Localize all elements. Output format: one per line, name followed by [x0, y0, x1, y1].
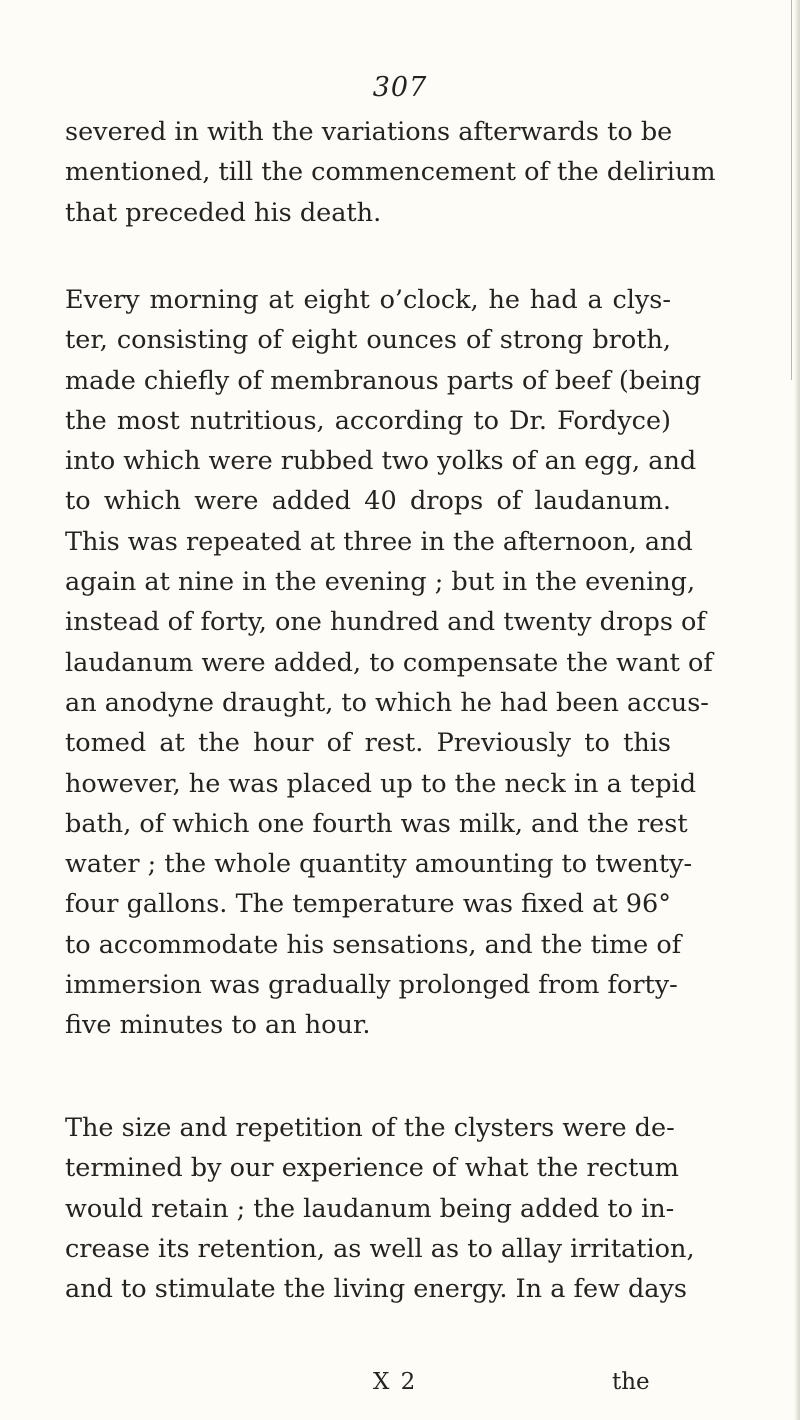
text-line: crease its retention, as well as to allay irritation, [65, 1233, 695, 1264]
text-line: The size and repetition of the clysters were de- [65, 1113, 675, 1143]
paragraph-3 [65, 1108, 695, 1309]
text-line: again at nine in the evening ; but in the evening, [65, 567, 696, 598]
text-line: laudanum were added, to compensate the want of [65, 647, 713, 678]
catchword: the [612, 1369, 650, 1395]
paragraph-1 [65, 112, 716, 233]
page-edge-shadow [794, 0, 800, 1420]
text-line: water ; the whole quantity amounting to twenty- [65, 849, 693, 880]
text-line: made chiefly of membranous parts of beef (being [65, 365, 702, 396]
page-footer [0, 1369, 800, 1405]
page-number: 307 [372, 72, 428, 103]
text-line: termined by our experience of what the rectum [65, 1153, 679, 1184]
text-line: This was repeated at three in the afternoon, and [65, 526, 693, 557]
text-line: tomed at the hour of rest. Previously to this [65, 728, 671, 759]
text-line: five minutes to an hour. [65, 1010, 371, 1041]
text-line: would retain ; the laudanum being added to in- [65, 1193, 675, 1224]
paragraph-2 [65, 280, 713, 1046]
text-line: the most nutritious, according to Dr. Fordyce) [65, 405, 671, 436]
text-line: severed in with the variations afterwards to be [65, 117, 673, 147]
text-line: Every morning at eight o’clock, he had a clys- [65, 285, 671, 315]
text-line: that preceded his death. [65, 197, 382, 228]
text-line: immersion was gradually prolonged from forty- [65, 970, 678, 1001]
text-line: bath, of which one fourth was milk, and the rest [65, 808, 688, 839]
text-line: to accommodate his sensations, and the time of [65, 929, 682, 960]
text-line: to which were added 40 drops of laudanum. [65, 486, 671, 517]
text-line: instead of forty, one hundred and twenty drops of [65, 607, 706, 638]
text-line: ter, consisting of eight ounces of strong broth, [65, 325, 671, 356]
text-line: mentioned, till the commencement of the delirium [65, 157, 716, 188]
page-edge-line [791, 0, 792, 380]
text-line: four gallons. The temperature was fixed at 96° [65, 889, 671, 920]
text-line: into which were rubbed two yolks of an egg, and [65, 446, 697, 477]
text-line: and to stimulate the living energy. In a few days [65, 1274, 687, 1305]
text-line: however, he was placed up to the neck in a tepid [65, 768, 697, 799]
text-line: an anodyne draught, to which he had been accus- [65, 687, 709, 718]
signature-mark: X 2 [373, 1369, 418, 1395]
